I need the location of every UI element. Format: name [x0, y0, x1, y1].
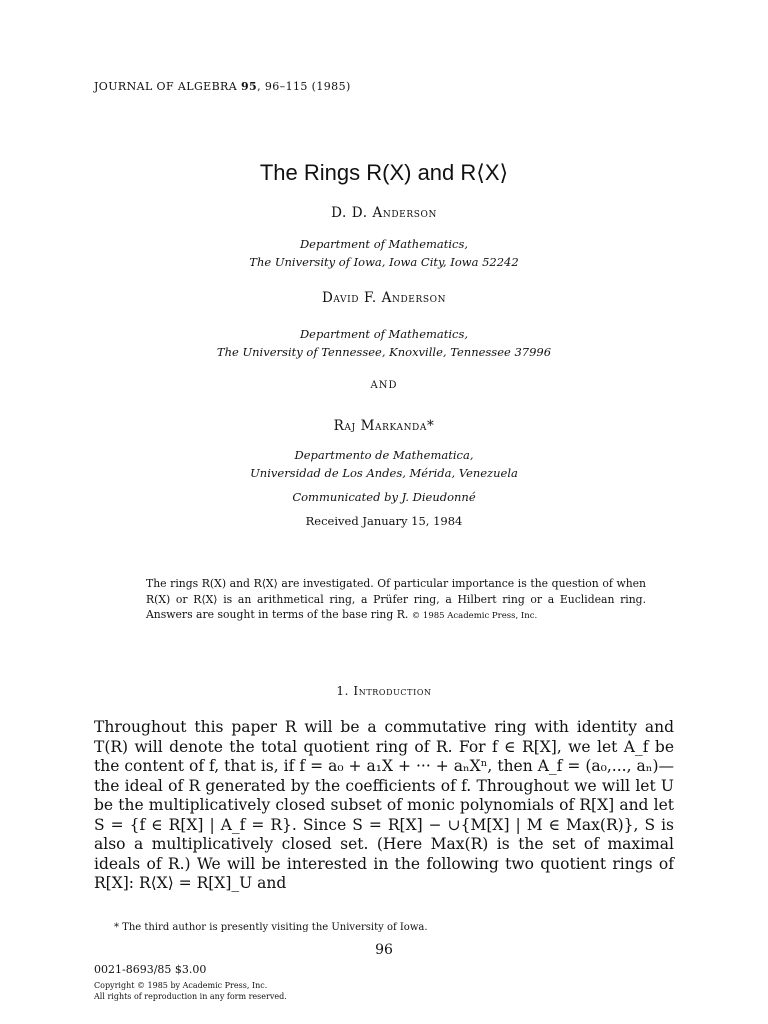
- page-number: 96: [375, 942, 393, 958]
- author-1-affiliation: [0, 235, 768, 271]
- author-2-affiliation: [0, 325, 768, 361]
- communicated-by: Communicated by J. Dieudonné: [292, 490, 476, 504]
- paper-title: The Rings R(X) and R⟨X⟩: [259, 160, 509, 185]
- section-heading: 1. Introduction: [336, 684, 432, 698]
- author-2-name: David F. Anderson: [321, 290, 447, 306]
- copyright-notice: [94, 980, 287, 1002]
- author-3-affiliation-line-1: Departmento de Mathematica,: [294, 448, 474, 462]
- and-separator: AND: [370, 380, 398, 391]
- copyright-line-2: All rights of reproduction in any form reserved.: [94, 992, 287, 1001]
- journal-volume: 95: [240, 80, 258, 93]
- author-1-name: D. D. Anderson: [331, 205, 437, 221]
- author-3-name: Raj Markanda*: [333, 418, 435, 434]
- author-1-affiliation-line-2: The University of Iowa, Iowa City, Iowa 52242: [249, 255, 519, 269]
- footnote: * The third author is presently visiting the University of Iowa.: [114, 922, 428, 933]
- author-2-affiliation-line-2: The University of Tennessee, Knoxville, Tennessee 37996: [216, 345, 552, 359]
- intro-paragraph: Throughout this paper R will be a commutative ring with identity and T(R) will denote the total quotient ring of R. For f ∈ R[X], we let A_f be the content of f, that is, if f = a₀ + a₁X + ··· + aₙXⁿ, then A_f = (a₀,..., aₙ)—the ideal of R generated by the coefficients of f. Throughout we will let U be the multiplicatively closed subset of monic polynomials of R[X] and let S = {f ∈ R[X] | A_f = R}. Since S = R[X] − ∪{M[X] | M ∈ Max(R)}, S is also a multiplicatively closed set. (Here Max(R) is the set of maximal ideals of R.) We will be interested in the following two quotient rings of R[X]: R⟨X⟩ = R[X]_U and: [94, 718, 674, 892]
- issn-price: 0021-8693/85 $3.00: [94, 963, 207, 976]
- abstract-text: The rings R(X) and R⟨X⟩ are investigated. Of particular importance is the question of when R(X) or R⟨X⟩ is an arithmetical ring, a Prüfer ring, a Hilbert ring or a Euclidean ring. Answers are sought in terms of the base ring R.: [146, 577, 646, 621]
- abstract: [146, 576, 646, 625]
- abstract-copyright: © 1985 Academic Press, Inc.: [411, 611, 538, 621]
- author-3-affiliation-line-2: Universidad de Los Andes, Mérida, Venezuela: [250, 466, 518, 480]
- author-1-affiliation-line-1: Department of Mathematics,: [299, 237, 469, 251]
- journal-name: JOURNAL OF ALGEBRA: [94, 80, 238, 93]
- journal-pages-year: , 96–115 (1985): [257, 80, 351, 93]
- author-2-affiliation-line-1: Department of Mathematics,: [299, 327, 469, 341]
- copyright-line-1: Copyright © 1985 by Academic Press, Inc.: [94, 981, 268, 990]
- author-3-affiliation: [0, 446, 768, 482]
- journal-citation: [94, 80, 351, 93]
- received-date: Received January 15, 1984: [305, 514, 463, 528]
